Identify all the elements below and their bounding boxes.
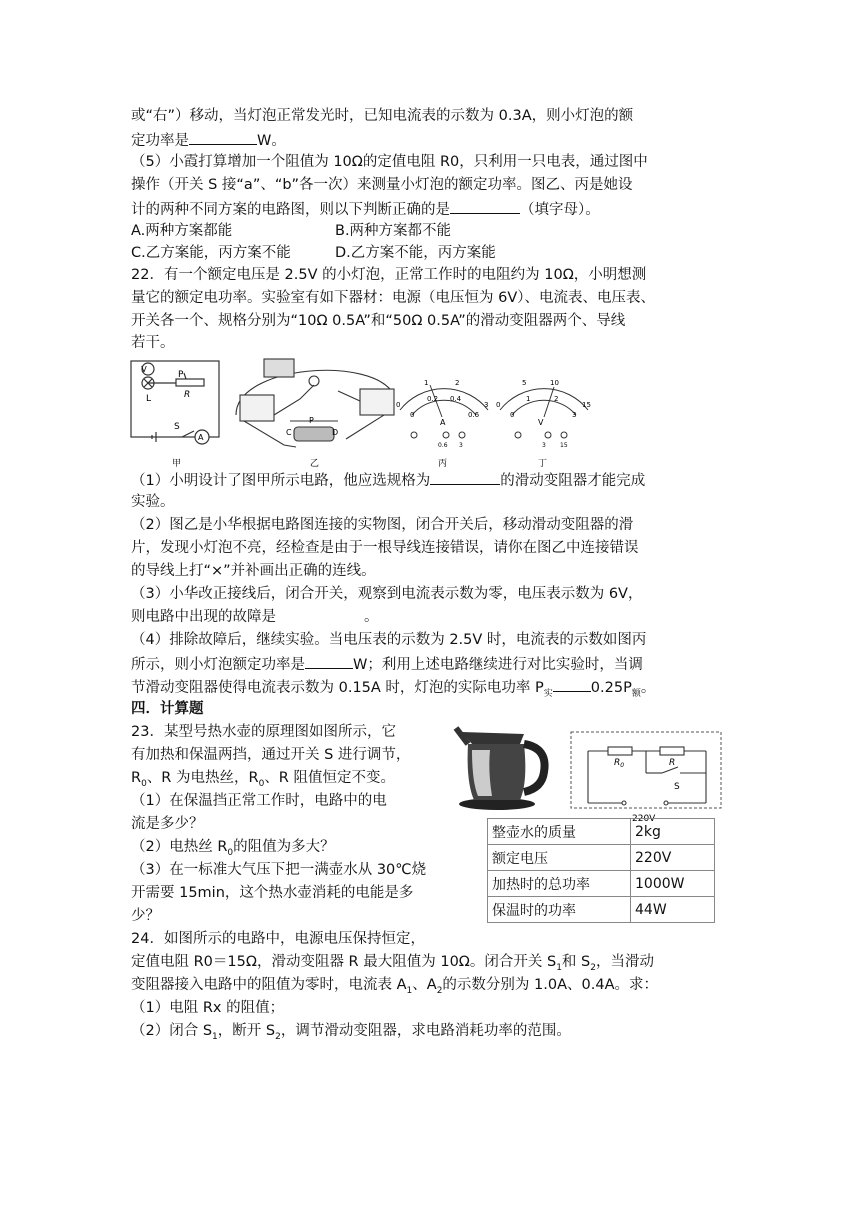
text-line: [131, 1021, 571, 1047]
text-line: 有加热和保温两挡，通过开关 S 进行调节，: [131, 747, 411, 763]
label-p: P: [178, 370, 184, 380]
label-r-kettle: R: [669, 758, 676, 768]
text-line: 操作（开关 S 接“a”、“b”各一次）来测量小灯泡的额定功率。图乙、丙是她设: [131, 177, 633, 193]
answer-blank[interactable]: [553, 676, 591, 692]
label-v: V: [141, 365, 147, 374]
text-fragment: 定功率是: [131, 133, 189, 149]
label-r0: [614, 758, 624, 769]
text-line: （4）排除故障后，继续实验。当电压表的示数为 2.5V 时，电流表的示数如图丙: [131, 632, 647, 648]
ammeter-tick: 0.4: [450, 395, 462, 403]
ammeter-tick: 0.6: [468, 411, 480, 419]
voltmeter-tick: 2: [554, 395, 559, 403]
ammeter-tick: 0: [410, 411, 415, 419]
table-cell: 2kg: [631, 819, 715, 845]
text-fragment: W；利用上述电路继续进行对比实验时，当调: [353, 657, 643, 673]
kettle-image: [452, 722, 552, 812]
table-cell: 加热时的总功率: [488, 871, 631, 897]
answer-blank[interactable]: [305, 653, 353, 669]
subscript: 1: [406, 985, 413, 996]
subscript: 2: [436, 985, 443, 996]
ammeter-label: A: [440, 418, 446, 427]
subscript: 0: [141, 778, 147, 789]
table-row: [488, 897, 715, 923]
label-s-kettle: S: [674, 782, 680, 792]
text-line: [131, 653, 643, 675]
voltmeter-terminal: 15: [560, 442, 568, 449]
table-row: [488, 845, 715, 871]
text-line: [131, 768, 395, 794]
text-line: [131, 198, 600, 220]
label-s: S: [174, 422, 180, 432]
text-line: 的导线上打“×”并补画出正确的连线。: [131, 563, 376, 579]
table-cell: 44W: [631, 897, 715, 923]
text-line: 开需要 15min，这个热水壶消耗的电能是多: [131, 885, 414, 901]
label-yi: 乙: [310, 459, 320, 469]
label-jia: 甲: [172, 459, 182, 469]
answer-blank[interactable]: [450, 198, 520, 214]
text-fragment: 计的两种不同方案的电路图，则以下判断正确的是: [131, 202, 450, 218]
ammeter-tick: 0: [396, 401, 401, 409]
answer-blank[interactable]: [430, 469, 500, 485]
text-fragment: 0.25P: [590, 680, 632, 696]
label-voltage: 220V: [632, 814, 656, 823]
text-line: [131, 607, 379, 627]
label-bing: 丙: [438, 459, 448, 469]
table-cell: 额定电压: [488, 845, 631, 871]
label-p2: P: [309, 416, 314, 425]
subscript: 1: [556, 962, 562, 973]
text-line: [131, 469, 645, 491]
ammeter-terminal: 3: [459, 442, 463, 449]
subscript: 0: [227, 847, 234, 858]
text-line: 23．某型号热水壶的原理图如图所示，它: [131, 724, 396, 740]
text-line: 或“右”）移动，当灯泡正常发光时，已知电流表的示数为 0.3A，则小灯泡的额: [131, 108, 634, 124]
text-line: 22．有一个额定电压是 2.5V 的小灯泡，正常工作时的电阻约为 10Ω，小明想测: [131, 267, 647, 283]
voltmeter-label: V: [538, 418, 544, 427]
text-line: （5）小霞打算增加一个阻值为 10Ω的定值电阻 R0，只利用一只电表，通过图中: [131, 154, 648, 170]
table-cell: 保温时的功率: [488, 897, 631, 923]
answer-blank[interactable]: [189, 129, 257, 145]
text-line: （3）小华改正接线后，闭合开关，观察到电流表示数为零，电压表示数为 6V，: [131, 586, 643, 602]
text-fragment: 则电路中出现的故障是: [131, 609, 276, 625]
voltmeter-tick: 10: [550, 379, 559, 387]
text-fragment: 的示数分别为 1.0A、0.4A。求：: [442, 977, 658, 993]
table-row: [488, 871, 715, 897]
figure-row-circuits: [124, 355, 599, 470]
label-r0-sub: 0: [620, 762, 625, 769]
label-r: R: [184, 390, 191, 400]
text-line: [131, 129, 286, 151]
subscript: 2: [275, 1031, 281, 1042]
text-fragment: （2）电热丝 R: [131, 839, 228, 855]
option-d: D.乙方案不能，丙方案能: [335, 245, 496, 261]
ammeter-tick: 2: [455, 379, 460, 387]
label-c: C: [286, 428, 292, 437]
voltmeter-tick: 3: [572, 411, 577, 419]
option-b: B.两种方案都不能: [335, 223, 452, 239]
voltmeter-tick: 5: [522, 379, 527, 387]
text-fragment: （填字母）。: [520, 202, 600, 218]
table-cell: 220V: [631, 845, 715, 871]
text-fragment: 、R 阻值恒定不变。: [264, 770, 395, 786]
text-fragment: 变阻器接入电路中的阻值为零时，电流表 A: [131, 977, 407, 993]
text-line: 流是多少？: [131, 816, 204, 832]
table-cell: 1000W: [631, 871, 715, 897]
option-a: A.两种方案都能: [131, 223, 233, 239]
voltmeter-tick: 0: [510, 411, 515, 419]
label-l: L: [146, 394, 152, 404]
text-fragment: 。: [364, 609, 379, 625]
text-line: （3）在一标准大气压下把一满壶水从 30℃烧: [131, 862, 427, 878]
subscript: 2: [590, 962, 596, 973]
text-line: （1）电阻 Rx 的阻值；: [131, 1000, 285, 1016]
text-fragment: ，调节滑动变阻器，求电路消耗功率的范围。: [280, 1023, 571, 1039]
ammeter-tick: 3: [484, 401, 489, 409]
text-line: [131, 676, 655, 704]
text-fragment: ，断开 S: [217, 1023, 276, 1039]
text-fragment: （1）小明设计了图甲所示电路，他应选规格为: [131, 473, 431, 489]
kettle-spec-table: [487, 818, 715, 923]
text-fragment: 的滑动变阻器才能完成: [500, 473, 646, 489]
table-cell: 整壶水的质量: [488, 819, 631, 845]
subscript: 实: [543, 688, 553, 699]
text-line: 24．如图所示的电路中，电源电压保持恒定，: [131, 931, 425, 947]
subscript: 0: [258, 778, 265, 789]
text-line: 量它的额定电功率。实验室有如下器材：电源（电压恒为 6V）、电流表、电压表、: [131, 290, 656, 306]
text-fragment: 定值电阻 R0＝15Ω，滑动变阻器 R 最大阻值为 10Ω。闭合开关 S: [131, 954, 557, 970]
voltmeter-tick: 0: [496, 401, 501, 409]
text-line: [131, 952, 654, 978]
ammeter-tick: 0.2: [427, 395, 439, 403]
text-fragment: 和 S: [561, 954, 591, 970]
text-line: （1）在保温挡正常工作时，电路中的电: [131, 793, 387, 809]
voltmeter-tick: 15: [582, 401, 591, 409]
wiring-diagram-yi: [236, 359, 394, 447]
label-r0-main: R: [614, 758, 621, 768]
table-row: [488, 819, 715, 845]
text-line: 若干。: [131, 335, 175, 351]
text-line: 片，发现小灯泡不亮，经检查是由于一根导线连接错误，请你在图乙中连接错误: [131, 540, 639, 556]
text-fragment: 所示，则小灯泡额定功率是: [131, 657, 305, 673]
text-line: 少？: [131, 908, 160, 924]
text-fragment: R: [131, 770, 142, 786]
subscript: 1: [212, 1031, 218, 1042]
text-line: [131, 837, 335, 863]
voltmeter-terminal: 3: [542, 442, 546, 449]
text-fragment: 节滑动变阻器使得电流表示数为 0.15A 时，灯泡的实际电功率 P: [131, 680, 544, 696]
label-a: A: [198, 433, 204, 442]
label-d: D: [332, 428, 339, 437]
text-fragment: ，当滑动: [595, 954, 654, 970]
text-fragment: 、A: [412, 977, 437, 993]
text-line: （2）图乙是小华根据电路图连接的实物图，闭合开关后，移动滑动变阻器的滑: [131, 517, 634, 533]
text-line: 实验。: [131, 494, 175, 510]
voltmeter-tick: 1: [526, 395, 531, 403]
text-line: 开关各一个、规格分别为“10Ω 0.5A”和“50Ω 0.5A”的滑动变阻器两个、导线: [131, 313, 626, 329]
ammeter-terminal: 0.6: [438, 442, 448, 449]
text-line: [131, 975, 658, 1001]
option-c: C.乙方案能，丙方案不能: [131, 245, 291, 261]
text-fragment: 、R 为电热丝，R: [146, 770, 259, 786]
subscript: 额: [631, 688, 641, 699]
ammeter-tick: 1: [424, 379, 429, 387]
text-fragment: 。: [640, 680, 656, 696]
label-ding: 丁: [538, 459, 548, 469]
text-fragment: 的阻值为多大？: [233, 839, 335, 855]
kettle-circuit-diagram: [570, 731, 722, 823]
text-fragment: （2）闭合 S: [131, 1023, 213, 1039]
section-heading: 四．计算题: [131, 701, 204, 717]
text-fragment: W。: [257, 133, 286, 149]
